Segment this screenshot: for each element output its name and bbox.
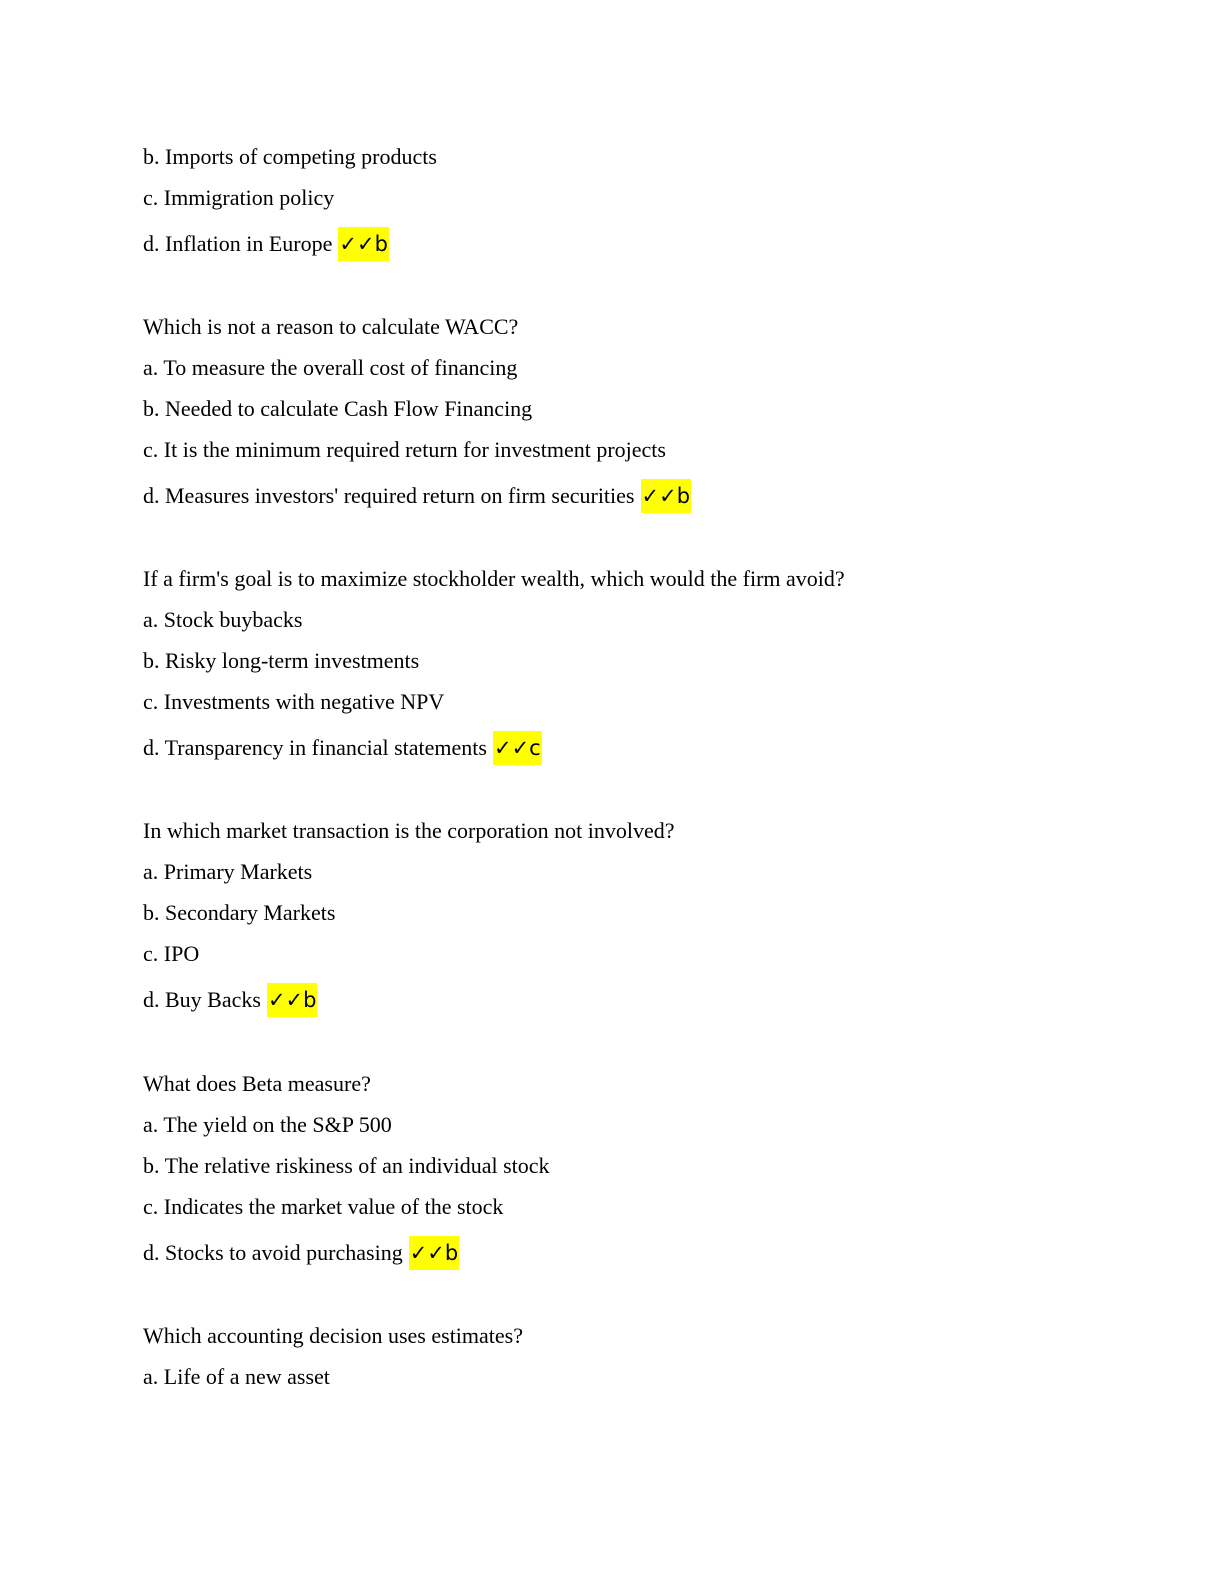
option-text: a. The yield on the S&P 500 xyxy=(143,1112,392,1137)
question-text: Which is not a reason to calculate WACC? xyxy=(143,314,519,339)
option-row xyxy=(143,481,691,515)
option-text: b. Secondary Markets xyxy=(143,900,336,925)
answer-mark-highlight: ✓✓c xyxy=(493,731,542,765)
answer-mark-highlight: ✓✓b xyxy=(409,1236,460,1270)
question-text: Which accounting decision uses estimates? xyxy=(143,1323,523,1348)
option-text: c. It is the minimum required return for investment projects xyxy=(143,437,666,462)
question-text: If a firm's goal is to maximize stockholder wealth, which would the firm avoid? xyxy=(143,566,845,591)
option-text: b. The relative riskiness of an individual stock xyxy=(143,1153,550,1178)
option-text: a. To measure the overall cost of financing xyxy=(143,355,518,380)
option-text: a. Primary Markets xyxy=(143,859,313,884)
option-row xyxy=(143,229,389,263)
option-text: d. Stocks to avoid purchasing xyxy=(143,1240,403,1266)
option-text: a. Life of a new asset xyxy=(143,1364,330,1389)
answer-mark-highlight: ✓✓b xyxy=(267,983,318,1017)
option-text: d. Inflation in Europe xyxy=(143,231,333,257)
question-text: What does Beta measure? xyxy=(143,1071,371,1096)
answer-mark-highlight: ✓✓b xyxy=(641,479,692,513)
option-text: a. Stock buybacks xyxy=(143,607,303,632)
option-text: c. IPO xyxy=(143,941,200,966)
option-text: b. Imports of competing products xyxy=(143,144,437,169)
question-text: In which market transaction is the corporation not involved? xyxy=(143,818,675,843)
option-text: c. Immigration policy xyxy=(143,185,335,210)
option-text: b. Risky long-term investments xyxy=(143,648,420,673)
option-text: b. Needed to calculate Cash Flow Financing xyxy=(143,396,533,421)
option-text: d. Buy Backs xyxy=(143,987,261,1013)
option-text: d. Measures investors' required return on firm securities xyxy=(143,483,635,509)
answer-mark-highlight: ✓✓b xyxy=(338,227,389,261)
option-row xyxy=(143,733,542,767)
option-text: c. Investments with negative NPV xyxy=(143,689,445,714)
option-text: c. Indicates the market value of the stock xyxy=(143,1194,504,1219)
option-text: d. Transparency in financial statements xyxy=(143,735,487,761)
option-row xyxy=(143,1238,459,1272)
option-row xyxy=(143,985,317,1019)
